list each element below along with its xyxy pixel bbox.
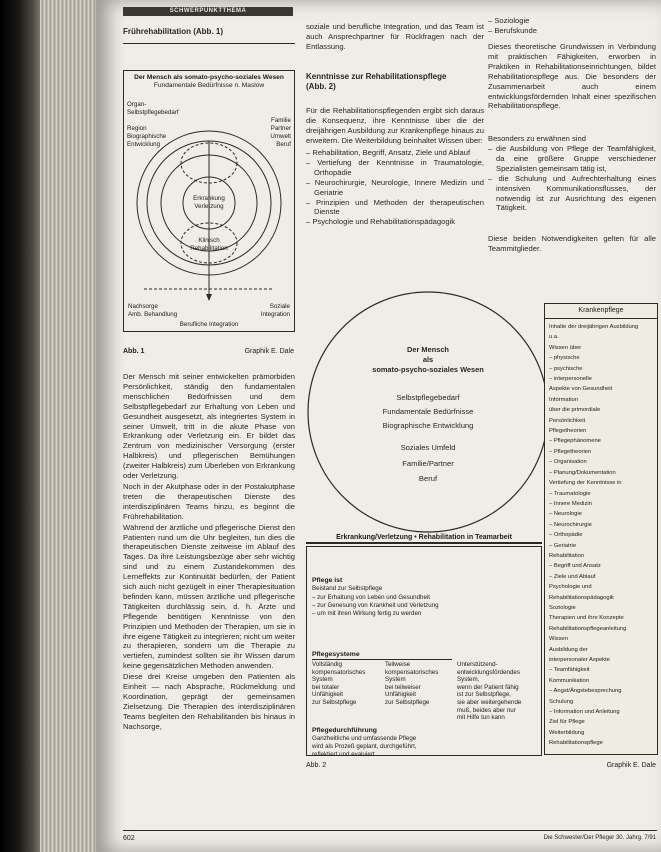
divider bbox=[545, 318, 657, 319]
page-number: 602 bbox=[123, 835, 135, 842]
right-list-item: Schulung bbox=[549, 698, 574, 705]
section-header-bar: SCHWERPUNKTTHEMA bbox=[123, 7, 293, 16]
fig1-footer: Berufliche Integration bbox=[179, 321, 239, 328]
fig1-right-3: Umwelt bbox=[270, 133, 291, 140]
right-list-item: – Teamfähigkeit bbox=[549, 667, 590, 674]
fig2-item-2: Fundamentale Bedürfnisse bbox=[382, 407, 474, 416]
col2-list-item: – Prinzipien und Methoden der therapeutischen Dienste bbox=[306, 197, 484, 217]
fig1-caption-left: Abb. 1 bbox=[123, 348, 145, 355]
col2-heading-2: (Abb. 2) bbox=[306, 82, 336, 91]
right-list-item: Vertiefung der Kenntnisse in bbox=[549, 480, 622, 487]
right-list-item: – Pflegetheorien bbox=[549, 448, 592, 455]
fig1-title: Der Mensch als somato-psycho-soziales Wesen bbox=[134, 74, 284, 81]
col2-list-item: – Psychologie und Rehabilitationspädagogik bbox=[306, 217, 456, 227]
pd-line-1: Ganzheitliche und umfassende Pflege bbox=[312, 735, 417, 742]
book-spine-shadow bbox=[0, 0, 40, 852]
col2-list-item: – Neurochirurgie, Neurologie, Innere Medizin und Geriatrie bbox=[306, 177, 484, 197]
col1-para-3: Während der ärztliche und pflegerische Dienst den Patienten rund um die Uhr begleiten, tun dies die therapeutischen Dienste zeitweise im Ablauf des Tages. Da ihre Leistungsbezüge aber sehr wichtig sind und zu einem Zustandekommen des Lerneffekts zur Kontinuität bedürfen, der Patient sich auch nicht gezügelt in einer Therapiesituation befinden kann, müssen ärztliche und pflegerische Tätigkeiten durchlässig sein, d. h. Ärzte und Pflegende benötigen Kenntnisse von den Prinzipien und Methoden der Therapien, um sie in ihre eigene Tätigkeit zu integrieren; nicht um weiter zu therapieren, sondern um die Therapie zu vertiefen, zumindest sollten sie ihr Wissen darum keine gegensätzlichen Methoden anwenden. bbox=[123, 522, 295, 671]
fig1-left-3: Region bbox=[127, 125, 147, 132]
pflege-title: Pflege ist bbox=[312, 577, 343, 584]
col2-list-item: – Rehabilitation, Begriff, Ansatz, Ziele und Ablauf bbox=[306, 148, 471, 157]
systems-title: Pflegesysteme bbox=[312, 651, 360, 658]
fig1-subtitle: Fundamentale Bedürfnisse n. Maslow bbox=[153, 82, 265, 89]
col3-body: Dieses theoretische Grundwissen in Verbindung mit praktischen Fähigkeiten, erworben in Praktiken in Rehabilitationseinrichtungen, bildet Rehabilitationspflege aus. Die besonders der Zusammenarbeit auch einem entwicklungsfördernden Inhalt einer spezifischen Rehabilitationspflege. bbox=[488, 42, 656, 111]
fig1-lower-2: Rehabilitation bbox=[190, 245, 228, 252]
fig1-frame bbox=[123, 70, 295, 332]
fig2-title-1: Der Mensch bbox=[407, 345, 449, 354]
right-list-item: Inhalte der dreijährigen Ausbildung bbox=[549, 324, 639, 330]
col3-list2-item: – die Schulung und Aufrechterhaltung eines intensiven Kommunikationsflusses, der notwendig ist zur Ausrichtung des eigenen Tätigkeit. bbox=[488, 173, 656, 213]
fig2-item-1: Selbstpflegebedarf bbox=[396, 393, 460, 402]
right-list-item: – Geriatrie bbox=[549, 542, 577, 549]
right-list-item: Persönlichkeit bbox=[549, 417, 586, 424]
col3-list2 bbox=[488, 144, 656, 213]
fig2-title-3: somato-psycho-soziales Wesen bbox=[372, 365, 484, 374]
fig1-right-4: Beruf bbox=[276, 141, 291, 148]
fig1-bottom-right-2: Integration bbox=[260, 311, 290, 318]
fig2-band: Erkrankung/Verletzung • Rehabilitation in Teamarbeit bbox=[306, 532, 542, 544]
col3-list2-item: – die Ausbildung von Pflege der Teamfähigkeit, da eine größere Gruppe verschiedener Spezialisten gemeinsam tätig ist, bbox=[488, 144, 656, 173]
right-header: Krankenpflege bbox=[578, 307, 624, 314]
right-list-item: – Neurologie bbox=[549, 511, 582, 518]
fig1-center-2: Verletzung bbox=[194, 203, 224, 210]
fig1-bottom-left-2: Amb. Behandlung bbox=[128, 311, 178, 318]
right-list-item: – Neurochirurgie bbox=[549, 521, 592, 528]
right-list-item: Psychologie und bbox=[549, 584, 592, 591]
right-list-item: – Orthopädie bbox=[549, 532, 583, 539]
pd-line-2: wird als Prozeß geplant, durchgeführt, bbox=[312, 743, 417, 750]
footer-rule bbox=[123, 830, 657, 831]
right-list-item: Rehabilitationspflege bbox=[549, 740, 603, 747]
right-list-item: Rehabilitationspflegeanleitung bbox=[549, 625, 627, 632]
col1-para-1: Der Mensch mit seiner entwickelten prämorbiden Persönlichkeit, ständig den fundamentalen menschlichen Bedürfnissen und dem Selbstpflegebedarf zur Erhaltung von Leben und Gesundheit ausgesetzt, als integriertes System in seiner Umwelt, tritt in die akute Phase von Erkrankung oder Verletzung ein. Er bildet das Zentrum von medizinischer Versorgung (erster Halbkreis) und pflegerischen Bemühungen (zweiter Halbkreis) zum Überleben von Erkrankung oder Verletzung. bbox=[123, 372, 295, 481]
right-list-item: über die primordiale bbox=[549, 407, 601, 414]
col1-para-4: Diese drei Kreise umgeben den Patienten als Einheit — nach Absprache, Rückmeldung und Koordination, geprägt der gemeinsamen Zielsetzung. Die Therapien des interdisziplinären Teams begleiten den Rehabilitanden bis hinaus in Nachsorge, bbox=[123, 672, 295, 731]
fig2-item-3: Biographische Entwicklung bbox=[382, 421, 474, 430]
system-col-3: Unterstützend- entwicklungsfördendes System, wenn der Patient fähig ist zur Selbstpflege, sie aber weitergehende muß, beides aber nur mit Hilfe tun kann bbox=[457, 661, 522, 722]
pflege-sub: Beistand zur Selbstpflege bbox=[312, 585, 383, 592]
right-list-item: Rehabilitationspädagogik bbox=[549, 594, 614, 601]
col3-list bbox=[488, 16, 656, 36]
fig1-lower-1: Klinisch bbox=[198, 237, 220, 244]
fig2-caption-left: Abb. 2 bbox=[306, 762, 327, 769]
fig1-bottom-right-1: Soziale bbox=[269, 303, 290, 310]
fig1-arrow-down bbox=[206, 294, 212, 301]
system-col-1: Vollständig kompensatorisches System bei totaler Unfähigkeit zur Selbstpflege bbox=[312, 661, 366, 706]
fig2-item-4: Soziales Umfeld bbox=[400, 443, 456, 452]
right-list-item: – psychische bbox=[549, 365, 583, 372]
right-list-item: Pflegetheorien bbox=[549, 428, 587, 435]
fig1-left-1: Organ- bbox=[127, 101, 147, 108]
right-list-item: Soziologie bbox=[549, 604, 576, 611]
divider bbox=[312, 659, 452, 660]
right-list-item: – interpersonelle bbox=[549, 376, 592, 383]
right-list-item: – Angst/Ängstebesprechung bbox=[549, 688, 622, 695]
pflege-item-3: – um mit ihren Wirkung fertig zu werden bbox=[312, 610, 422, 617]
right-list-item: Ziel für Pflege bbox=[549, 719, 585, 726]
fig1-left-4: Biographische bbox=[127, 133, 167, 140]
journal-footer: Die Schwester/Der Pfleger 30. Jahrg. 7/91 bbox=[543, 835, 656, 841]
right-list-item: – physische bbox=[549, 355, 580, 362]
col2-body: Für die Rehabilitationspflegenden ergibt sich daraus die Konsequenz, ihre Kenntnisse über die der dreijährigen Ausbildung zur Krankenpflege hinaus zu erweitern. Die Weiterbildung beinhaltet Wissen über: bbox=[306, 106, 484, 145]
fig1-caption-right: Graphik E. Dale bbox=[244, 348, 294, 355]
right-list-item: – Traumatologie bbox=[549, 490, 591, 497]
right-list bbox=[549, 322, 655, 749]
right-list-item: Wissen bbox=[549, 636, 569, 643]
right-list-item: – Organisation bbox=[549, 459, 587, 466]
col2-list-item: – Vertiefung der Kenntnisse in Traumatologie, Orthopädie bbox=[306, 157, 484, 177]
fig1-left-5: Entwicklung bbox=[127, 141, 161, 148]
col2-heading-1: Kenntnisse zur Rehabilitationspflege bbox=[306, 72, 447, 81]
fig1-center-1: Erkrankung bbox=[193, 195, 225, 202]
fig1-left-2: Selbstpflegebedarf bbox=[127, 109, 179, 116]
fig2-caption-right: Graphik E. Dale bbox=[606, 762, 656, 769]
right-list-item: – Ziele und Ablauf bbox=[549, 573, 596, 580]
right-list-item: Therapien und ihre Konzepte bbox=[549, 615, 624, 622]
right-list-item: Kommunikation bbox=[549, 677, 589, 684]
system-col-2: Teilweise kompensatorisches System bei teilweiser Unfähigkeit zur Selbstpflege bbox=[385, 661, 439, 706]
col1-para-2: Noch in der Akutphase oder in der Postakutphase treten die therapeutischen Dienste des interdisziplinären Teams hinzu, es beginnt die Frührehabilitation. bbox=[123, 481, 295, 521]
right-list-item: Ausbildung der bbox=[549, 646, 588, 653]
col3-tail: Diese beiden Notwendigkeiten gelten für alle Teammitglieder. bbox=[488, 234, 656, 253]
fig2-pflege-box bbox=[306, 546, 542, 756]
col3-list-item: – Soziologie bbox=[488, 16, 530, 25]
right-list-item: u.a. bbox=[549, 334, 559, 341]
col3-heading: Besonders zu erwähnen sind bbox=[488, 134, 586, 143]
fig1-right-1: Familie bbox=[271, 117, 291, 124]
fig2-item-6: Beruf bbox=[418, 474, 438, 483]
pd-line-3: reflektiert und evaluiert bbox=[312, 751, 375, 758]
pflege-item-2: – zur Genesung von Krankheit und Verletzung bbox=[312, 602, 439, 609]
right-list-item: – Pflegephänomene bbox=[549, 438, 601, 445]
fig1-section-title: Frührehabilitation (Abb. 1) bbox=[123, 27, 223, 36]
fig1-bottom-left-1: Nachsorge bbox=[128, 303, 158, 310]
fig2-item-5: Familie/Partner bbox=[402, 459, 454, 468]
right-list-item: Information bbox=[549, 396, 578, 403]
right-list-item: – Begriff und Ansatz bbox=[549, 563, 601, 570]
right-list-item: Rehabilitation bbox=[549, 552, 585, 559]
right-list-item: Wissen über bbox=[549, 344, 582, 351]
col3-list-item: – Berufskunde bbox=[488, 25, 537, 35]
fig2-right-box bbox=[544, 303, 658, 755]
right-list-item: interpersonaler Aspekte bbox=[549, 657, 610, 663]
divider bbox=[123, 43, 295, 44]
right-list-item: Aspekte von Gesundheit bbox=[549, 386, 613, 393]
pd-title: Pflegedurchführung bbox=[312, 727, 377, 734]
col1-body bbox=[123, 372, 295, 842]
col2-top: soziale und berufliche Integration, und das Team ist auch Ansprechpartner für Rückfragen nach der Entlassung. bbox=[306, 22, 484, 51]
fig1-right-2: Partner bbox=[270, 125, 291, 132]
col2-list bbox=[306, 148, 484, 227]
right-list-item: – Planung/Dokumentation bbox=[549, 469, 616, 476]
fig2-title-2: als bbox=[422, 355, 434, 364]
right-list-item: – Innere Medizin bbox=[549, 500, 592, 507]
right-list-item: Weiterbildung bbox=[549, 729, 585, 736]
pflege-item-1: – zur Erhaltung von Leben und Gesundheit bbox=[312, 594, 430, 601]
right-list-item: – Information und Anleitung bbox=[549, 709, 620, 716]
book-page bbox=[96, 0, 661, 852]
